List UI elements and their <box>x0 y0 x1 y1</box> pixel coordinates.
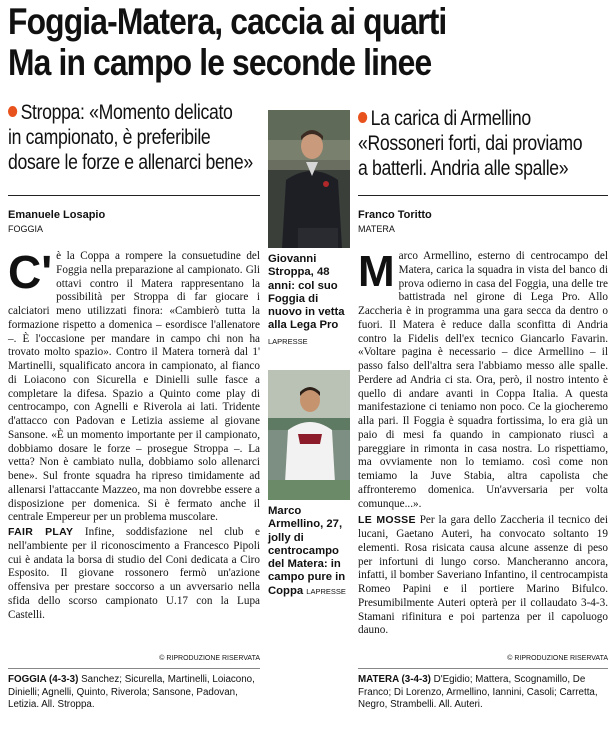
photo-stroppa-caption <box>268 253 352 348</box>
left-lineup-divider <box>8 668 260 669</box>
right-deck <box>358 106 582 181</box>
photo-stroppa-caption-text: Giovanni Stroppa, 48 anni: col suo Foggia di nuovo in vetta alla Lega Pro <box>268 253 345 332</box>
left-deck-line-1: Stroppa: «Momento delicato <box>20 101 233 124</box>
photo-armellino-caption <box>268 505 352 598</box>
left-section-label: FAIR PLAY <box>8 526 74 538</box>
left-divider <box>8 195 260 196</box>
right-deck-line-3: a batterli. Andria alle spalle» <box>358 157 569 180</box>
photo-stroppa <box>268 110 350 248</box>
left-lineup-label: FOGGIA (4-3-3) <box>8 674 79 685</box>
right-lineup-text: D'Egidio; Mattera, Scognamillo, De Franco; Di Lorenzo, Armellino, Iannini, Casoli; Carretta, Negro, Strambelli. All. Auteri. <box>358 674 598 710</box>
right-deck-line-1: La carica di Armellino <box>370 107 531 130</box>
photo-stroppa-credit: LAPRESSE <box>268 336 308 346</box>
right-dropcap: M <box>358 247 395 296</box>
left-deck-line-2: in campionato, è preferibile <box>8 126 211 149</box>
right-section-text: Per la gara dello Zaccheria il tecnico dei lucani, Gaetano Auteri, ha convocato soltanto 19 elementi. Rosa risicata causa alcune assenze di peso per infortuni di lungo corso. Mancheranno ancora, infatti, il bomber Saveriano Infantino, il centrocampista Romeo Papini e il portiere Marino Bifulco. Presumibilmente Auteri opterà per il collaudato 3-4-3. Stamani rifinitura e poi partenza per il capoluogo dauno. <box>358 514 608 637</box>
photo-armellino-caption-text: Marco Armellino, 27, jolly di centrocampo del Matera: in campo pure in Coppa <box>268 505 346 597</box>
right-body-text: arco Armellino, esterno di centrocampo del Matera, carica la squadra in vista del banco di prova odierno in casa del Foggia, una delle tre battistrada nel girone di Lega Pro. Allo Zaccheria è in programma una gara secca da dentro o fuori. Il Matera è reduce dalla sconfitta di Andria contro la Fidelis dell'ex tecnico Giancarlo Favarin. «Voltare pagina è necessario – dice Armellino – il passo falso dell'altra sera l'abbiamo messo alle spalle. Perdere ad Andria ci sta. Ora, però, il nostro intento è quello di andare avanti in Coppa Italia. A questa manifestazione ci teniamo non poco. Ce la giocheremo alla pari. Il Foggia è squadra fortissima, lo era già un paio di mesi fa quando in campionato riuscì a pareggiare in rimonta in casa nostra. Lo rispettiamo, ma ovviamente non lo temiamo. così come non temiamo la Juve Stabia, altra capolista che affronteremo domenica. Un'avversaria per volta comunque...». <box>358 250 608 510</box>
right-section-label: LE MOSSE <box>358 514 416 527</box>
headline-line-1: Foggia-Matera, caccia ai quarti <box>8 1 447 42</box>
right-lineup <box>358 674 608 712</box>
left-deck-line-3: dosare le forze e allenarci bene» <box>8 151 253 174</box>
right-copyright: © RIPRODUZIONE RISERVATA <box>507 655 608 662</box>
right-lineup-label: MATERA (3-4-3) <box>358 674 431 685</box>
left-body-text: è la Coppa a rompere la consuetudine del Foggia nella preparazione al campionato. Gli ottavi contro il Matera rappresentano la possibilità per Stroppa di far giocare i calciatori meno utilizzati finora: «Cambierò tutta la formazione rispetto a domenica – esordisce l'allenatore –. È l'occasione per mandare in campo chi non ha trovato molto spazio». Contro il Matera tornerà dal 1' Martinelli, squalificato ancora in campionato, al fianco di Loiacono con Sicurella e Dinielli sulle fasce a completare la difesa. Spazio a Quinto come play di centrocampo, con Agnelli e Riverola ai lati. Tridente d'attacco con Padovan e Letizia assieme al giovane Sansone. «È un momento importante per il campionato, dobbiamo dosare le forze – prosegue Stroppa –. La vetta? Non è cambiato nulla, dobbiamo solo allenarci bene». Sul fronte squadra ha ripreso timidamente ad allenarsi l'attaccante Mazzeo, ma non dovrebbe essere a disposizione per domenica. Si è fermato anche il centrale Empereur per un problema muscolare. <box>8 250 260 524</box>
bullet-dot-icon <box>8 106 17 117</box>
left-lineup <box>8 674 260 712</box>
photo-armellino-credit: LAPRESSE <box>306 586 346 596</box>
right-article-body <box>358 247 608 638</box>
player-photo-icon <box>268 370 350 500</box>
right-deck-line-2: «Rossoneri forti, dai proviamo <box>358 132 583 155</box>
left-article-body <box>8 246 261 622</box>
left-author: Emanuele Losapio <box>8 209 106 221</box>
right-author: Franco Toritto <box>358 209 432 221</box>
right-lineup-divider <box>358 668 608 669</box>
left-deck <box>8 100 253 175</box>
left-section-text: Infine, soddisfazione nel club e nell'ambiente per il riconoscimento a Francesco Pipoli cui è andata la borsa di studio del Coni dedicata a Ciro Esposito. Il giovane rossonero fermò un'azione offensiva per prestare soccorso a un avversario nella sfida dello scorso campionato U.17 con la Lupa Castelli. <box>8 526 261 621</box>
bullet-dot-icon <box>358 112 367 123</box>
right-place: MATERA <box>358 224 395 234</box>
left-copyright: © RIPRODUZIONE RISERVATA <box>159 655 260 662</box>
right-divider <box>358 195 608 196</box>
photo-armellino <box>268 370 350 500</box>
left-lineup-text: Sanchez; Sicurella, Martinelli, Loiacono, Dinielli; Agnelli, Quinto, Riverola; Sansone, Padovan, Letizia. All. Stroppa. <box>8 674 255 710</box>
headline-line-2: Ma in campo le seconde linee <box>8 42 432 83</box>
coach-photo-icon <box>268 110 350 248</box>
left-place: FOGGIA <box>8 224 44 234</box>
left-dropcap: C' <box>8 246 53 298</box>
